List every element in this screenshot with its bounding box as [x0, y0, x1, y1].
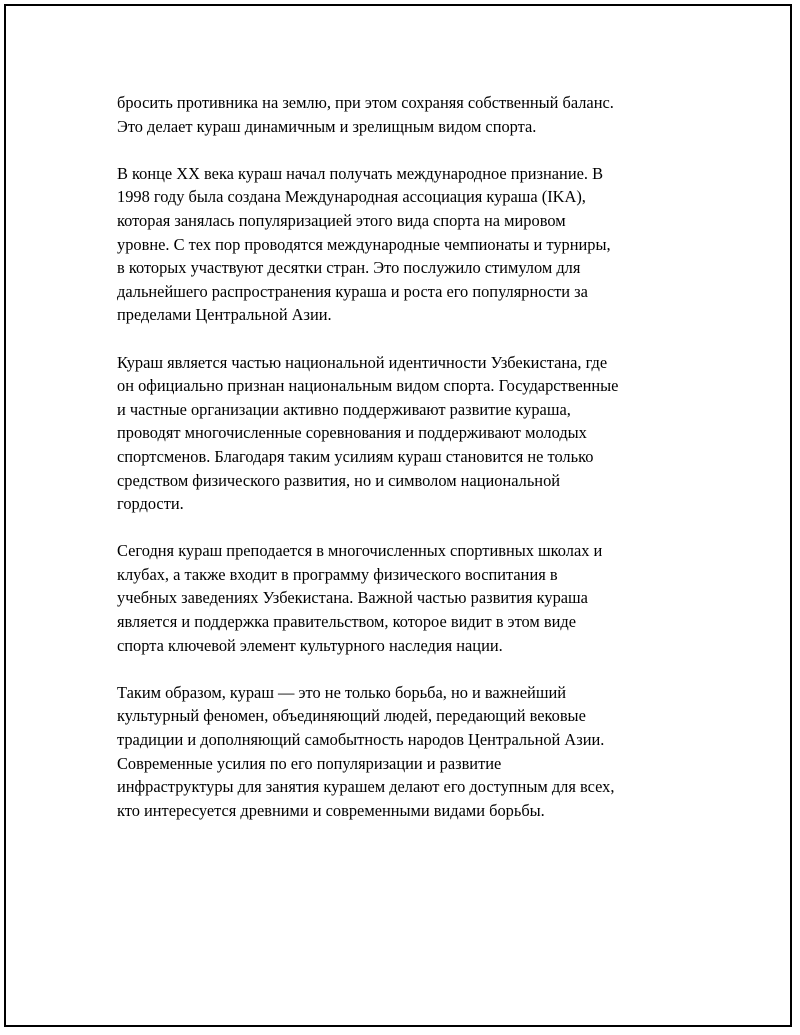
- paragraph-2: [117, 162, 697, 327]
- text-line: В конце XX века кураш начал получать международное признание. В: [117, 163, 604, 183]
- text-line: клубах, а также входит в программу физического воспитания в: [117, 564, 558, 584]
- text-line: Кураш является частью национальной идентичности Узбекистана, где: [117, 352, 608, 372]
- text-line: Сегодня кураш преподается в многочисленных спортивных школах и: [117, 541, 603, 561]
- text-line: традиции и дополняющий самобытность народов Центральной Азии.: [117, 730, 605, 750]
- paragraph-3: [117, 351, 697, 516]
- text-line: Это делает кураш динамичным и зрелищным видом спорта.: [117, 116, 537, 136]
- text-line: спорта ключевой элемент культурного наследия нации.: [117, 635, 503, 655]
- text-line: и частные организации активно поддерживают развитие кураша,: [117, 399, 571, 419]
- text-line: Современные усилия по его популяризации и развитие: [117, 753, 502, 773]
- text-line: культурный феномен, объединяющий людей, передающий вековые: [117, 706, 586, 726]
- text-line: которая занялась популяризацией этого вида спорта на мировом: [117, 210, 566, 230]
- paragraph-5: [117, 681, 697, 823]
- text-line: является и поддержка правительством, которое видит в этом виде: [117, 612, 577, 632]
- paragraph-1: [117, 91, 697, 138]
- text-line: Таким образом, кураш — это не только борьба, но и важнейший: [117, 682, 566, 702]
- text-line: бросить противника на землю, при этом сохраняя собственный баланс.: [117, 93, 614, 112]
- paragraph-4: [117, 539, 697, 657]
- text-line: в которых участвуют десятки стран. Это послужило стимулом для: [117, 258, 581, 278]
- text-line: проводят многочисленные соревнования и поддерживают молодых: [117, 423, 587, 443]
- text-line: пределами Центральной Азии.: [117, 305, 332, 325]
- text-line: учебных заведениях Узбекистана. Важной частью развития кураша: [117, 588, 588, 608]
- text-line: спортсменов. Благодаря таким усилиям кураш становится не только: [117, 446, 594, 466]
- text-line: дальнейшего распространения кураша и роста его популярности за: [117, 281, 588, 301]
- text-line: уровне. С тех пор проводятся международные чемпионаты и турниры,: [117, 234, 611, 254]
- text-line: кто интересуется древними и современными видами борьбы.: [117, 800, 545, 820]
- text-line: средством физического развития, но и символом национальной: [117, 470, 561, 490]
- text-line: гордости.: [117, 494, 184, 514]
- document-body: [117, 91, 697, 846]
- text-line: 1998 году была создана Международная ассоциация кураша (IKA),: [117, 187, 586, 207]
- text-line: он официально признан национальным видом спорта. Государственные: [117, 376, 619, 396]
- text-line: инфраструктуры для занятия курашем делают его доступным для всех,: [117, 777, 615, 797]
